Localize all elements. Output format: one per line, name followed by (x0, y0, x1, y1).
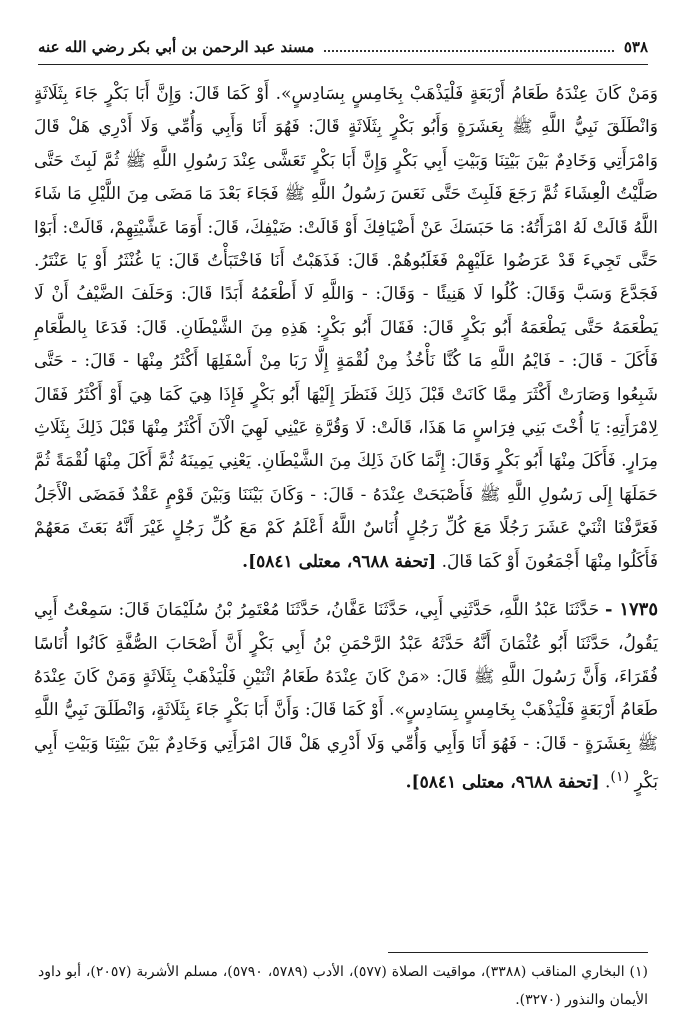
running-title: مسند عبد الرحمن بن أبي بكر رضي الله عنه (38, 38, 315, 56)
page-number: ٥٣٨ (623, 38, 648, 56)
paragraph-text: حَدَّثَنَا عَبْدُ اللَّهِ، حَدَّثَنِي أَبِي، حَدَّثَنَا عَفَّانُ، حَدَّثَنَا مُعْتَمِرُ بْنُ سُلَيْمَانَ قَالَ: سَمِعْتُ أَبِي يَقُولُ، حَدَّثَنَا أَبُو عُثْمَانَ أَنَّهُ حَدَّثَهُ عَبْدُ الرَّحْمَنِ بْنُ أَبِي بَكْرٍ أَنَّ أَصْحَابَ الصُّفَّةِ كَانُوا أُنَاسًا فُقَرَاءَ، وَأَنَّ رَسُولَ اللَّهِ ﷺ قَالَ: «مَنْ كَانَ عِنْدَهُ طَعَامُ اثْنَيْنِ فَلْيَذْهَبْ بِثَلَاثَةٍ وَمَنْ كَانَ عِنْدَهُ طَعَامُ أَرْبَعَةٍ فَلْيَذْهَبْ بِخَامِسٍ بِسَادِسٍ». أَوْ كَمَا قَالَ: وَأَنَّ أَبَا بَكْرٍ جَاءَ بِثَلَاثَةٍ، وَانْطَلَقَ نَبِيُّ اللَّهِ ﷺ بِعَشَرَةٍ - قَالَ: - فَهُوَ أَنَا وَأَبِي وَأُمِّي وَلَا أَدْرِي هَلْ قَالَ امْرَأَتِي وَخَادِمٌ بَيْنَ بَيْتِنَا وَبَيْتِ أَبِي بَكْرٍ (34, 600, 658, 793)
hadith-continuation-paragraph (34, 78, 658, 579)
header-rule (38, 64, 648, 65)
reference-citation: [تحفة ٩٦٨٨، معتلى ٥٨٤١]. (242, 551, 437, 572)
header-dot-leader (324, 50, 614, 52)
reference-citation: [تحفة ٩٦٨٨، معتلى ٥٨٤١]. (405, 772, 600, 793)
paragraph-text: وَمَنْ كَانَ عِنْدَهُ طَعَامُ أَرْبَعَةٍ فَلْيَذْهَبْ بِخَامِسٍ بِسَادِسٍ». أَوْ كَمَا قَالَ: وَإِنَّ أَبَا بَكْرٍ جَاءَ بِثَلَاثَةٍ وَانْطَلَقَ نَبِيُّ اللَّهِ ﷺ بِعَشَرَةٍ وَأَبُو بَكْرٍ بِثَلَاثَةٍ قَالَ: فَهُوَ أَنَا وَأَبِي وَأُمِّي وَلَا أَدْرِي هَلْ قَالَ وَامْرَأَتِي وَخَادِمٌ بَيْنَ بَيْتِنَا وَبَيْتِ أَبِي بَكْرٍ وَإِنَّ أَبَا بَكْرٍ تَعَشَّى عِنْدَ رَسُولِ اللَّهِ ﷺ ثُمَّ لَبِثَ حَتَّى صَلَّيْتُ الْعِشَاءَ ثُمَّ رَجَعَ فَلَبِثَ حَتَّى نَعَسَ رَسُولُ اللَّهِ ﷺ فَجَاءَ بَعْدَ مَا مَضَى مِنَ اللَّيْلِ مَا شَاءَ اللَّهُ قَالَتْ لَهُ امْرَأَتُهُ: مَا حَبَسَكَ عَنْ أَضْيَافِكَ أَوْ قَالَتْ: ضَيْفِكَ، قَالَ: أَوَمَا عَشَّيْتِهِمْ، قَالَتْ: أَبَوْا حَتَّى تَجِيءَ قَدْ عَرَضُوا عَلَيْهِمْ فَغَلَبُوهُمْ. قَالَ: فَذَهَبْتُ أَنَا فَاخْتَبَأْتُ قَالَ: يَا غُنْثَرُ أَوْ يَا عَنْتَرُ. فَجَدَّعَ وَسَبَّ وَقَالَ: كُلُوا لَا هَنِيئًا - وَقَالَ: - وَاللَّهِ لَا أَطْعَمُهُ أَبَدًا قَالَ: وَحَلَفَ الضَّيْفُ أَنْ لَا يَطْعَمَهُ حَتَّى يَطْعَمَهُ أَبُو بَكْرٍ قَالَ: فَقَالَ أَبُو بَكْرٍ: هَذِهِ مِنَ الشَّيْطَانِ. قَالَ: فَدَعَا بِالطَّعَامِ فَأَكَلَ - قَالَ: - فَايْمُ اللَّهِ مَا كُنَّا نَأْخُذُ مِنْ لُقْمَةٍ إِلَّا رَبَا مِنْ أَسْفَلِهَا أَكْثَرُ مِنْهَا - قَالَ: - حَتَّى شَبِعُوا وَصَارَتْ أَكْثَرَ مِمَّا كَانَتْ قَبْلَ ذَلِكَ فَنَظَرَ إِلَيْهَا أَبُو بَكْرٍ فَإِذَا هِيَ كَمَا هِيَ أَوْ أَكْثَرُ فَقَالَ لِامْرَأَتِهِ: يَا أُخْتَ بَنِي فِرَاسٍ مَا هَذَا، قَالَتْ: لَا وَقُرَّةِ عَيْنِي لَهِيَ الْآنَ أَكْثَرُ مِنْهَا قَبْلَ ذَلِكَ بِثَلَاثِ مِرَارٍ. فَأَكَلَ مِنْهَا أَبُو بَكْرٍ وَقَالَ: إِنَّمَا كَانَ ذَلِكَ مِنَ الشَّيْطَانِ. يَعْنِي يَمِينَهُ ثُمَّ أَكَلَ مِنْهَا لُقْمَةً ثُمَّ حَمَلَهَا إِلَى رَسُولِ اللَّهِ ﷺ فَأَصْبَحَتْ عِنْدَهُ - قَالَ: - وَكَانَ بَيْنَنَا وَبَيْنَ قَوْمٍ عَقْدٌ فَمَضَى الْأَجَلُ فَعَرَّفْنَا اثْنَيْ عَشَرَ رَجُلًا مَعَ كُلِّ رَجُلٍ أُنَاسٌ اللَّهُ أَعْلَمُ كَمْ مَعَ كُلِّ رَجُلٍ غَيْرَ أَنَّهُ بَعَثَ مَعَهُمْ فَأَكَلُوا مِنْهَا أَجْمَعُونَ أَوْ كَمَا قَالَ. (34, 84, 658, 572)
hadith-number: ١٧٣٥ - (605, 599, 658, 621)
hadith-1735-paragraph: ١٧٣٥ - حَدَّثَنَا عَبْدُ اللَّهِ، حَدَّثَنِي أَبِي، حَدَّثَنَا عَفَّانُ، حَدَّثَنَا مُعْتَمِرُ بْنُ سُلَيْمَانَ قَالَ: سَمِعْتُ أَبِي يَقُولُ، حَدَّثَنَا أَبُو عُثْمَانَ أَنَّهُ حَدَّثَهُ عَبْدُ الرَّحْمَنِ بْنُ أَبِي بَكْرٍ أَنَّ أَصْحَابَ الصُّفَّةِ كَانُوا أُنَاسًا فُقَرَاءَ، وَأَنَّ رَسُولَ اللَّهِ ﷺ قَالَ: «مَنْ كَانَ عِنْدَهُ طَعَامُ اثْنَيْنِ فَلْيَذْهَبْ بِثَلَاثَةٍ وَمَنْ كَانَ عِنْدَهُ طَعَامُ أَرْبَعَةٍ فَلْيَذْهَبْ بِخَامِسٍ بِسَادِسٍ». أَوْ كَمَا قَالَ: وَأَنَّ أَبَا بَكْرٍ جَاءَ بِثَلَاثَةٍ، وَانْطَلَقَ نَبِيُّ اللَّهِ ﷺ بِعَشَرَةٍ - قَالَ: - فَهُوَ أَنَا وَأَبِي وَأُمِّي وَلَا أَدْرِي هَلْ قَالَ امْرَأَتِي وَخَادِمٌ بَيْنَ بَيْتِنَا وَبَيْتِ أَبِي بَكْرٍ $^{(١)}$. [تحفة ٩٦٨٨، معتلى ٥٨٤١]. (34, 599, 658, 793)
page-header (38, 30, 648, 64)
page-body (34, 78, 658, 800)
footnote-rule (388, 952, 648, 953)
footnote: (١) البخاري المناقب (٣٣٨٨)، مواقيت الصلاة (٥٧٧)، الأدب (٥٧٨٩، ٥٧٩٠)، مسلم الأشربة (٢٠٥٧)، أبو داود الأيمان والنذور (٣٢٧٠). (38, 964, 649, 1008)
footnote-marker: (١) (610, 769, 630, 786)
